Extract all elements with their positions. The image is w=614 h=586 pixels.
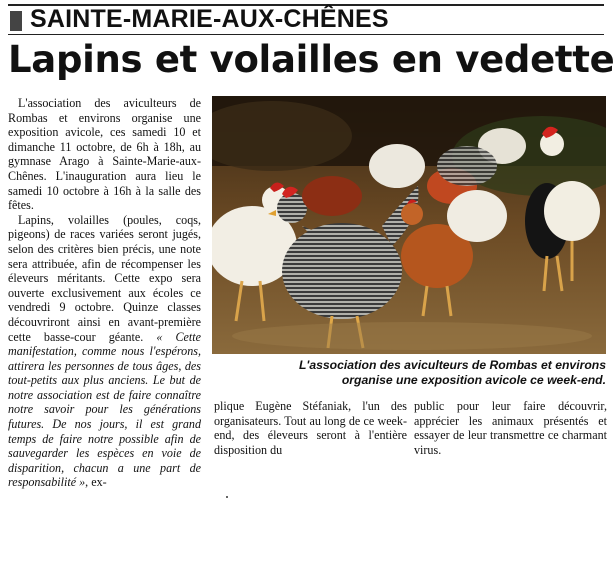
- caption-line-2: organise une exposition avicole ce week-end.: [341, 373, 606, 387]
- section-town: SAINTE-MARIE-AUX-CHÊNES: [30, 5, 389, 33]
- article-paragraph-2-text: Lapins, volailles (poules, coqs, pigeons) de races variées seront jugés, selon des critères bien précis, une note sera attribuée, afin de récompenser les éleveurs méritants. Cette expo sera ouverte exclusivement aux écoles ce vendredi 9 octobre. Quinze classes découvriront ainsi en avant-première cette basse-cour géante.: [8, 212, 201, 344]
- article-paragraph-1: L'association des aviculteurs de Rombas et environs organise une exposition avicole, ces samedi 10 et dimanche 11 octobre, de 6h à 18h, au gymnase Arago à Sainte-Marie-aux-Chênes. L'inauguration aura lieu le samedi 10 octobre à 16h à la salle des fêtes.: [8, 96, 201, 213]
- section-banner: [8, 4, 604, 35]
- section-marker: [10, 11, 22, 31]
- column-1-tail: , ex-: [85, 475, 107, 490]
- article-column-2: [214, 399, 407, 457]
- article-column-1: [8, 96, 201, 490]
- article-photo: [212, 96, 606, 354]
- organizer-quote: « Cette manifestation, comme nous l'espérons, attirera les personnes de tous âges, des tout-petits aux plus anciens. Le but de notre association est de faire connaître notre savoir pour les générations futures. De nos jours, il est grand temps de faire notre possible afin de sauvegarder les espèces en voie de disparition, chacun a une part de responsabilité »: [8, 329, 202, 490]
- article-column-3: [414, 399, 607, 457]
- headline: Lapins et volailles en vedette: [8, 38, 614, 81]
- caption-line-1: L'association des aviculteurs de Rombas et environs: [298, 358, 606, 372]
- photo-caption: [212, 358, 606, 388]
- column-2-text: plique Eugène Stéfaniak, l'un des organisateurs. Tout au long de ce week-end, des éleveurs seront à l'entière disposition du: [214, 399, 407, 457]
- column-3-text: public pour leur faire découvrir, apprécier les animaux présentés et essayer de leur transmettre ce charmant virus.: [414, 399, 607, 457]
- chickens-photo-illustration: [212, 96, 606, 354]
- print-speck: [226, 496, 228, 498]
- article-paragraph-2: [8, 213, 201, 490]
